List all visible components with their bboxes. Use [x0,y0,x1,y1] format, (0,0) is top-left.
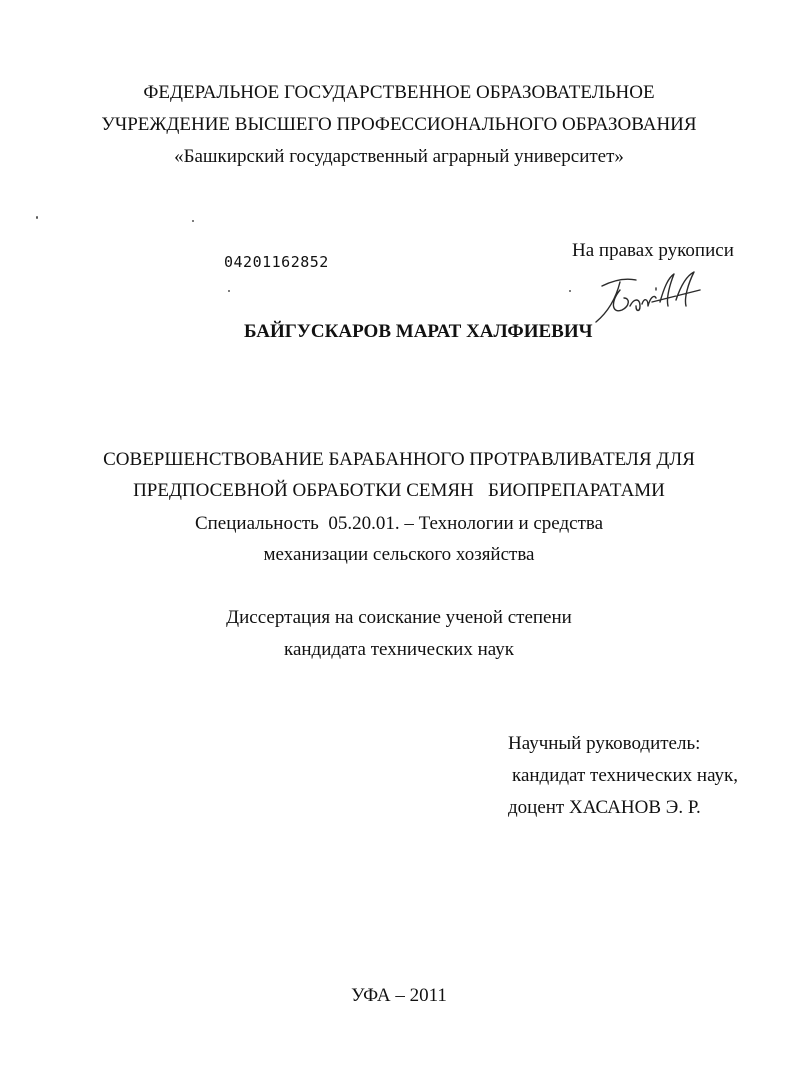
thesis-title-line-2: ПРЕДПОСЕВНОЙ ОБРАБОТКИ СЕМЯН БИОПРЕПАРАТАМИ [133,480,665,501]
specialty-line-2: механизации сельского хозяйства [263,544,535,565]
header-line-2: УЧРЕЖДЕНИЕ ВЫСШЕГО ПРОФЕССИОНАЛЬНОГО ОБРАЗОВАНИЯ [101,114,697,135]
header-line-1: ФЕДЕРАЛЬНОЕ ГОСУДАРСТВЕННОЕ ОБРАЗОВАТЕЛЬНОЕ [143,82,655,103]
author-name: БАЙГУСКАРОВ МАРАТ ХАЛФИЕВИЧ [244,321,593,342]
supervisor-degree: кандидат технических наук, [512,765,739,786]
thesis-title-line-1: СОВЕРШЕНСТВОВАНИЕ БАРАБАННОГО ПРОТРАВЛИВАТЕЛЯ ДЛЯ [103,449,695,470]
supervisor-label: Научный руководитель: [508,733,701,754]
rights-note: На правах рукописи [572,240,734,261]
supervisor-name: доцент ХАСАНОВ Э. Р. [508,797,701,818]
scan-speck [192,220,194,222]
scan-speck [228,290,230,292]
footer-city-year: УФА – 2011 [351,985,447,1006]
dissertation-line-2: кандидата технических наук [284,639,514,660]
handwritten-signature [590,268,710,332]
document-number: 04201162852 [224,253,329,271]
scan-speck [569,290,571,292]
dissertation-line-1: Диссертация на соискание ученой степени [226,607,572,628]
header-line-3: «Башкирский государственный аграрный университет» [174,146,624,167]
scan-speck [36,216,38,219]
specialty-line-1: Специальность 05.20.01. – Технологии и средства [194,513,604,534]
